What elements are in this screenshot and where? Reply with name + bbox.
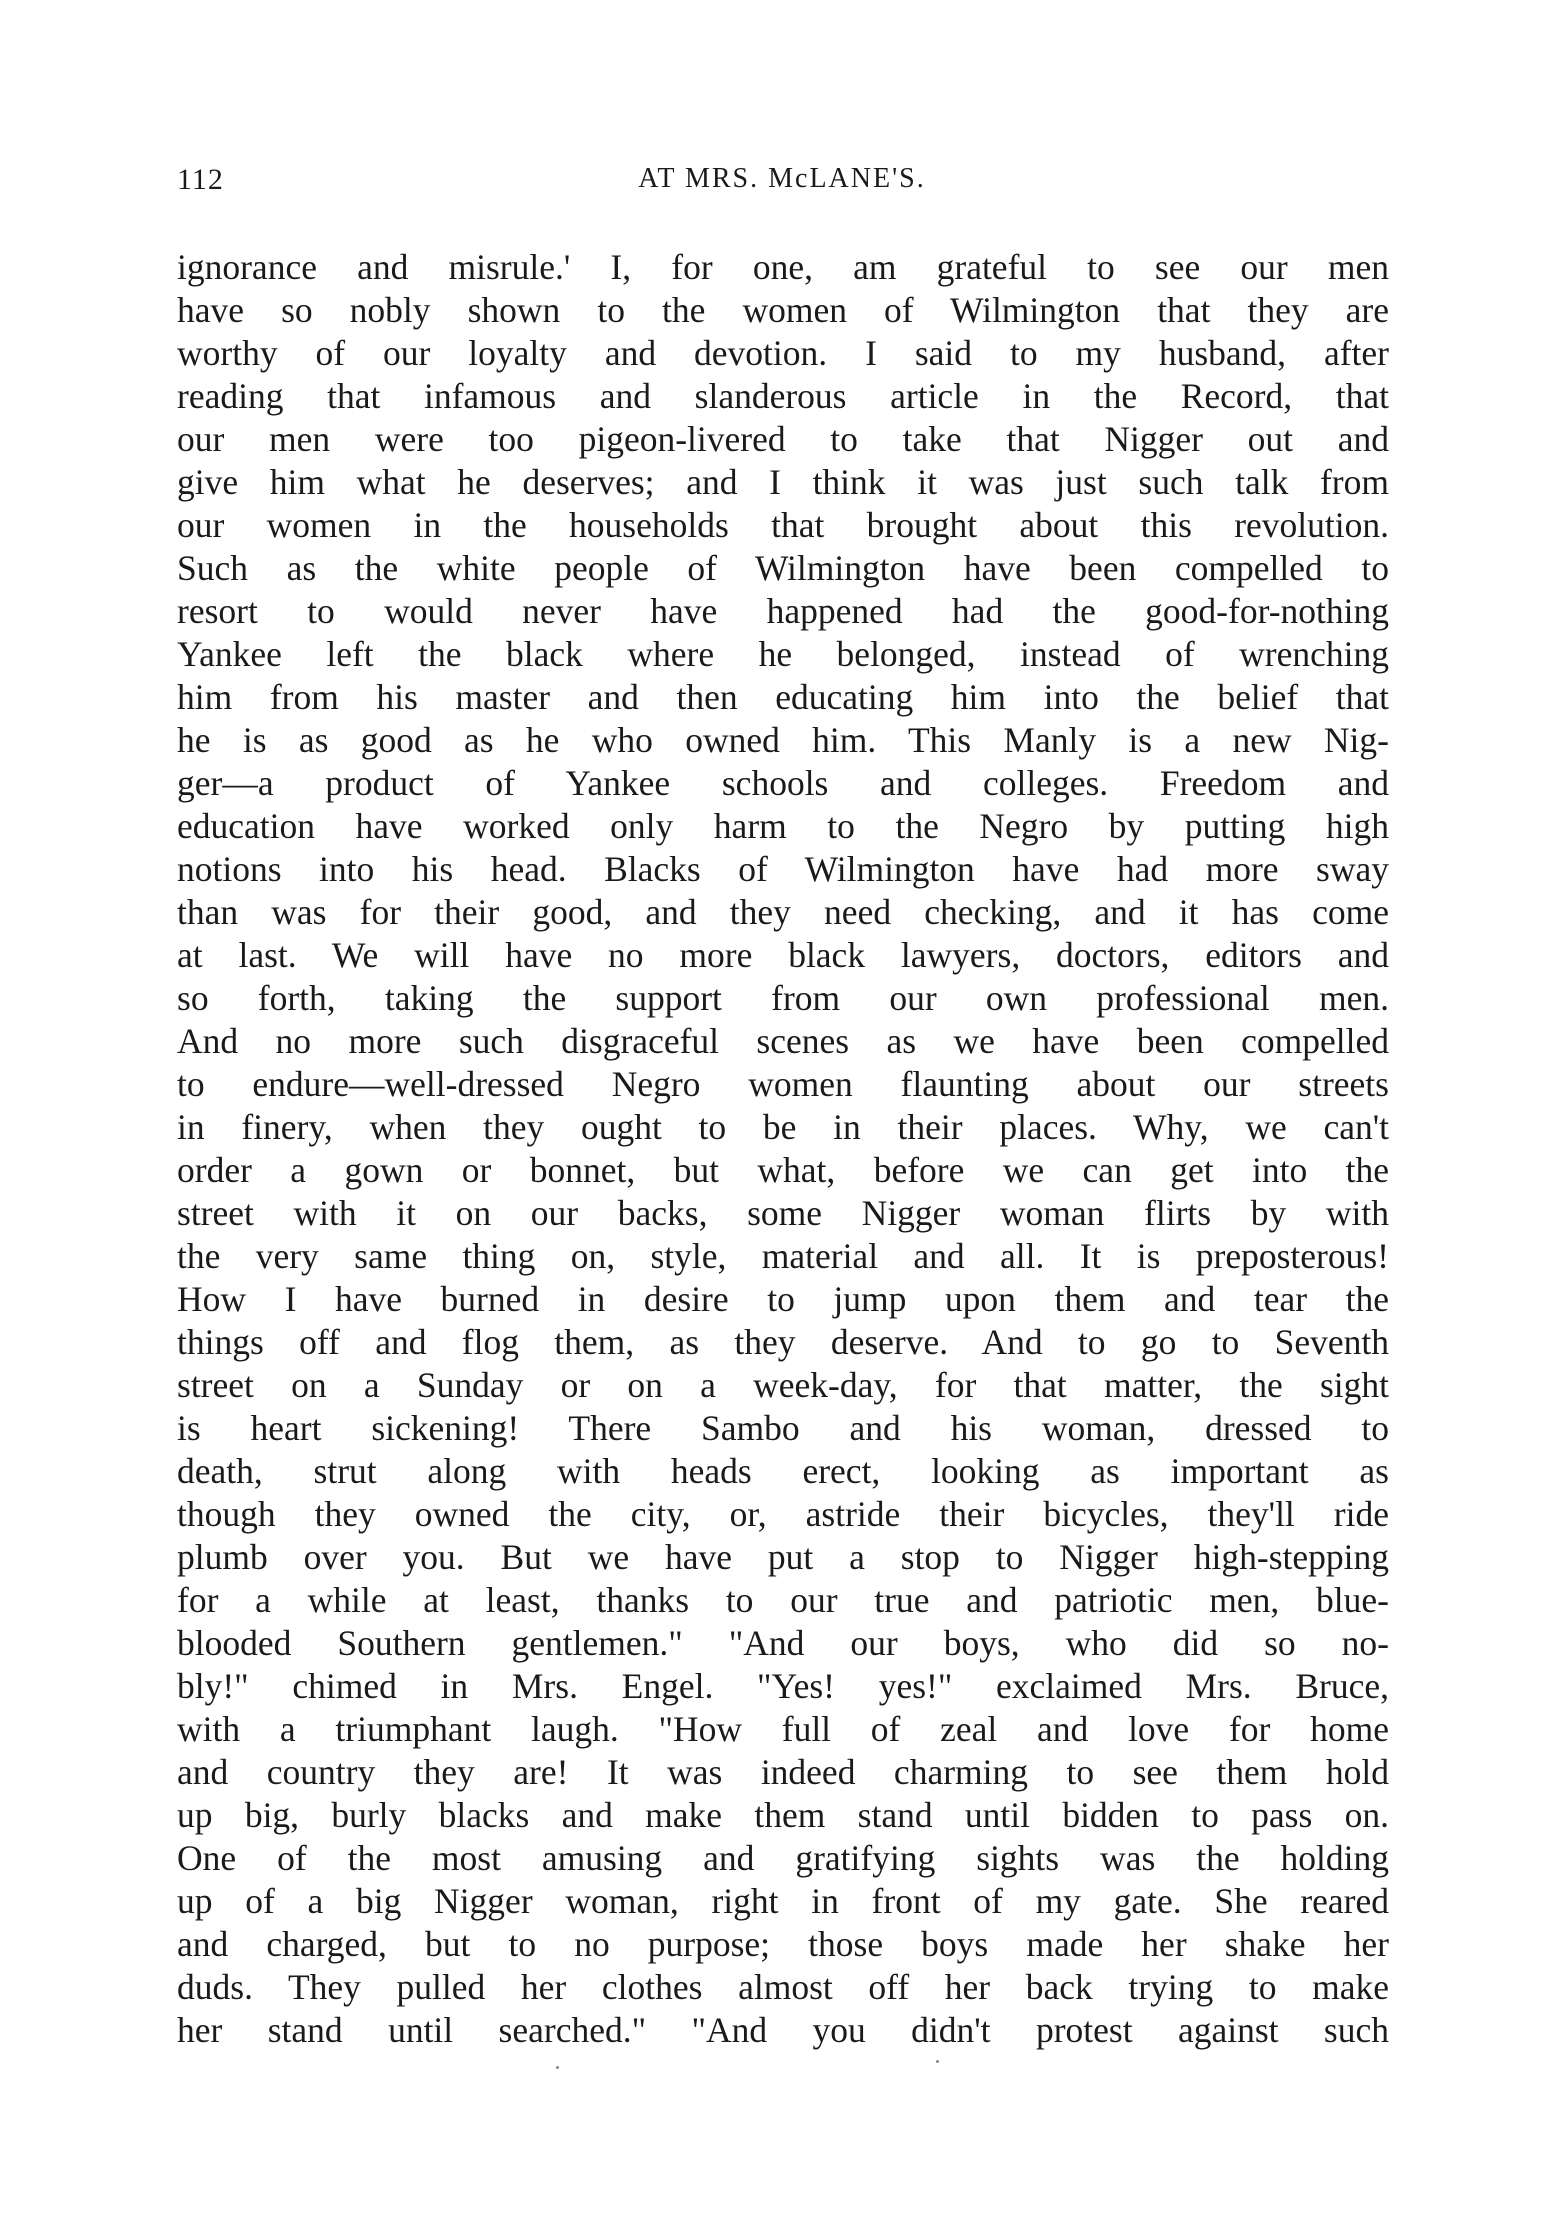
text-line: ger—a product of Yankee schools and colleges. Freedom and <box>177 763 1389 803</box>
text-line: though they owned the city, or, astride their bicycles, they'll ride <box>177 1494 1389 1534</box>
text-line: up of a big Nigger woman, right in front of my gate. She reared <box>177 1881 1389 1921</box>
text-line: death, strut along with heads erect, looking as important as <box>177 1451 1389 1491</box>
print-speck <box>556 2066 559 2069</box>
text-line: give him what he deserves; and I think it was just such talk from <box>177 462 1389 502</box>
text-line: up big, burly blacks and make them stand until bidden to pass on. <box>177 1795 1389 1835</box>
print-speck <box>936 2060 939 2063</box>
text-line: and country they are! It was indeed charming to see them hold <box>177 1752 1389 1792</box>
text-line: How I have burned in desire to jump upon them and tear the <box>177 1279 1389 1319</box>
text-line: bly!" chimed in Mrs. Engel. "Yes! yes!" exclaimed Mrs. Bruce, <box>177 1666 1389 1706</box>
text-line: to endure—well-dressed Negro women flaunting about our streets <box>177 1064 1389 1104</box>
text-line: and charged, but to no purpose; those boys made her shake her <box>177 1924 1389 1964</box>
text-line: so forth, taking the support from our own professional men. <box>177 978 1389 1018</box>
text-line: he is as good as he who owned him. This Manly is a new Nig- <box>177 720 1389 760</box>
text-line: duds. They pulled her clothes almost off her back trying to make <box>177 1967 1389 2007</box>
text-line: plumb over you. But we have put a stop to Nigger high-stepping <box>177 1537 1389 1577</box>
text-line: blooded Southern gentlemen." "And our boys, who did so no- <box>177 1623 1389 1663</box>
text-line: notions into his head. Blacks of Wilmington have had more sway <box>177 849 1389 889</box>
text-line: have so nobly shown to the women of Wilmington that they are <box>177 290 1389 330</box>
text-line: street on a Sunday or on a week-day, for that matter, the sight <box>177 1365 1389 1405</box>
text-line: Such as the white people of Wilmington have been compelled to <box>177 548 1389 588</box>
text-line: the very same thing on, style, material and all. It is preposterous! <box>177 1236 1389 1276</box>
text-line: in finery, when they ought to be in their places. Why, we can't <box>177 1107 1389 1147</box>
page-header <box>177 163 1387 213</box>
text-line: reading that infamous and slanderous article in the Record, that <box>177 376 1389 416</box>
text-line: for a while at least, thanks to our true and patriotic men, blue- <box>177 1580 1389 1620</box>
text-line: Yankee left the black where he belonged, instead of wrenching <box>177 634 1389 674</box>
text-line: at last. We will have no more black lawyers, doctors, editors and <box>177 935 1389 975</box>
text-line: One of the most amusing and gratifying sights was the holding <box>177 1838 1389 1878</box>
text-line: And no more such disgraceful scenes as we have been compelled <box>177 1021 1389 1061</box>
text-line: education have worked only harm to the Negro by putting high <box>177 806 1389 846</box>
text-line: our men were too pigeon-livered to take that Nigger out and <box>177 419 1389 459</box>
text-line: order a gown or bonnet, but what, before we can get into the <box>177 1150 1389 1190</box>
text-line: worthy of our loyalty and devotion. I said to my husband, after <box>177 333 1389 373</box>
text-line: with a triumphant laugh. "How full of zeal and love for home <box>177 1709 1389 1749</box>
text-line: resort to would never have happened had the good-for-nothing <box>177 591 1389 631</box>
text-line: things off and flog them, as they deserve. And to go to Seventh <box>177 1322 1389 1362</box>
text-line: our women in the households that brought about this revolution. <box>177 505 1389 545</box>
body-text <box>177 246 1389 2052</box>
text-line: ignorance and misrule.' I, for one, am grateful to see our men <box>177 247 1389 287</box>
running-head: AT MRS. McLANE'S. <box>638 163 926 194</box>
text-line: her stand until searched." "And you didn't protest against such <box>177 2010 1389 2050</box>
text-line: is heart sickening! There Sambo and his woman, dressed to <box>177 1408 1389 1448</box>
text-line: street with it on our backs, some Nigger woman flirts by with <box>177 1193 1389 1233</box>
text-line: him from his master and then educating him into the belief that <box>177 677 1389 717</box>
page-number: 112 <box>177 163 224 196</box>
text-line: than was for their good, and they need checking, and it has come <box>177 892 1389 932</box>
